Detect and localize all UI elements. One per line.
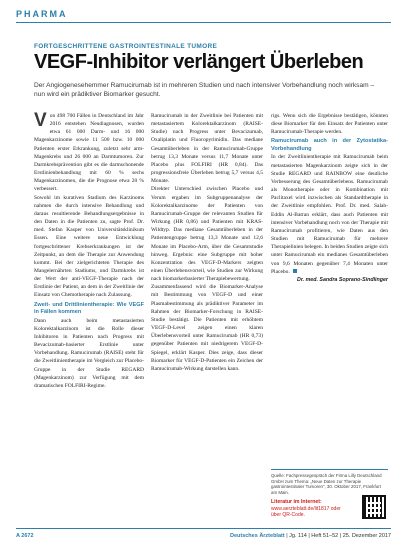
paragraph-text: on 498 700 Fällen in Deutschland im Jahr 2016 entstehen Neudiagnosen, wurden etwa 61 000 Darm- und 16 000 Magenkarzinome sowie 11 500 bzw. 10 000 Patienten erster Erkrankung, zuletzt sehr arm-Magenkrebs und 26 000 an Darmtumoren. Zur Darmkrebsprävention gibt es die darmschonende Erstlinienbehandlung mit 60 % sechs Magenkarzinomen, die die Prognose etwa 20 % verbessert.: [34, 113, 144, 193]
paragraph: Dann auch beim metastasierten Kolorektalkarzinom ist die Rolle dieser Inhibitoren in Patienten nach Progress mit Bevacizumab-basierter Erstlinie unter Vorbehandlung. Ramucirumab (RAISE) steht für die Zweitlinientherapie im Vergleich zur Placebo-Gruppe in der Studie REGARD (Magenkarzinom) zur Verfügung mit dem dramatischen FOLFIRI-Regime.: [34, 317, 144, 389]
paragraph: [34, 112, 144, 194]
subheading: Zweit- und Drittlinientherapie: Wie VEGF in Fällen kommen: [34, 301, 144, 316]
journal-info: [230, 533, 391, 539]
paragraph: Sowohl im kurativen Stadium des Karzinoms nahmen die durch intensive Behandlung und daraus resultierende Behandlungsergebnisse in den Daten in die Patienten zu, sagte Prof. Dr. med. Stefan Kasper von Universitätsklinikum Essen. Eine weitere neue Entwicklung fortgeschrittener Krebserkrankungen ist der Zeitpunkt, an dem die Therapie zur Anwendung kommt. Bei der zielgerichteten Therapie des Mangelernährten Stadiums, und Darmkrebs ist der Wert der anti-VEGF-Therapie nach der Erstlinie der Patient, an dem in der Zweitlinie der Einsatz von Chemotherapie nach Zulassung.: [34, 194, 144, 299]
journal-name: Deutsches Ärzteblatt: [229, 533, 285, 539]
literature-link[interactable]: www.aerzteblatt.de/lit1817 oder über QR-Code.: [271, 505, 341, 518]
article-headline: VEGF-Inhibitor verlängert Überleben: [34, 51, 364, 73]
page-number: A 2672: [16, 533, 34, 539]
drop-cap: V: [34, 110, 47, 131]
rubric-label: PHARMA: [16, 9, 68, 19]
literature-label: Literatur im Internet:: [271, 499, 322, 506]
paragraph-text: In der Zweitlinientherapie mit Ramucirumab beim metastasierten Magenkarzinom zeigte sich in der Studie REGARD und RAINBOW eine deutliche Verbesserung des Gesamtüberlebens. Ramucirumab als Monotherapie oder in Kombination mit Paclitaxel wird inzwischen als Standardtherapie in der Zweitlinie empfohlen. Prof. Dr. med. Salah-Eddin Al-Batran erklärt, dass auch Patienten mit intensiver Vorbehandlung noch von der Therapie mit Ramucirumab profitieren, wie Daten aus den Studien mit Ramucirumab für mehrere Therapielinien belegen. In beiden Studien zeigte sich unter Ramucirumab ein medianes Gesamtüberleben von 9,6 Monaten gegenüber 7,4 Monaten unter Placebo.: [271, 154, 388, 275]
footer-rule: [16, 528, 391, 529]
text-column-3: [271, 112, 388, 284]
top-rule: [16, 22, 391, 23]
paragraph: rigs. Wenn sich die Ergebnisse bestätigen, könnten diese Biomarker für den Einsatz der Patienten unter Ramucirumab-Therapie werden.: [271, 113, 388, 136]
source-note: Quelle: Fachpressegespräch der Firma Lilly Deutschland GmbH zum Thema: „Neue Daten zur Therapie gastrointestinaler Tumoren“, 30. Oktober 2017, Frankfurt am Main.: [271, 473, 382, 495]
info-box: [271, 469, 388, 521]
qr-code-icon[interactable]: [362, 495, 386, 519]
paragraph: Zusammenfassend wird die Biomarker-Analyse mit Bestimmung von VEGF-D und einer Plasmabestimmung als prädiktiver Parameter im Rahmen der Biomarker-Forschung in RAISE-Studie bestätigt. Die Patienten mit erhöhtem VEGF-D-Level zeigen einen klaren Überlebensvorteil unter Ramucirumab (HR 0,73) gegenüber Patienten mit niedrigerem VEGF-D-Spiegel, erklärt Kasper. Dies zeige, dass dieser Biomarker für VEGF-D-Patienten ein Zeichen der Ramucirumab-Wirkung darstellen kann.: [151, 284, 263, 372]
text-column-1: [34, 112, 144, 390]
paragraph: [271, 153, 388, 275]
subheading: Ramucirumab auch in der Zytostatika-Vorbehandlung: [271, 138, 388, 152]
end-mark-icon: [293, 269, 297, 273]
text-column-2: [151, 112, 263, 373]
journal-issue: | Jg. 114 | Heft 51–52 | 25. Dezember 2017: [286, 533, 391, 539]
paragraph: Ramucirumab in der Zweitlinie bei Patienten mit metastasiertem Kolorektalkarzinom (RAISE-Studie) nach Progress unter Bevacizumab, Oxaliplatin und Fluoropyrimidin. Das mediane Gesamtüberleben in der Ramucirumab-Gruppe betrug 13,3 Monate versus 11,7 Monate unter Placebo plus FOLFIRI (HR 0,84). Das progressionsfreie Überleben betrug 5,7 versus 4,5 Monate.: [151, 113, 263, 185]
article-kicker: FORTGESCHRITTENE GASTROINTESTINALE TUMORE: [34, 43, 218, 50]
paragraph: Direkter Unterschied zwischen Placebo und Verum ergaben im Subgruppenanalyse der Kolorektalkarzinome der Patienten von Ramucirumab-Gruppe der relevanten Studien für Wirkung (HR 0,86) und Patienten mit KRAS-Wildtyp. Das mediane Gesamtüberleben in der Patientengruppe betrug 13,3 Monate und 12,6 Monate im Placebo-Arm, über die Gesamtstudie hinweg. Ergebnis: eine Subgruppe mit hoher Konzentration des VEGF-D-Markers zeigten einen Überlebensvorteil, wie Studien zur Wirkung nach biomarkerbasierter Therapiebewertung.: [151, 186, 263, 283]
author-byline: Dr. med. Sandra Soprano-Sindlinger: [297, 276, 388, 283]
article-lead: Der Angiogenesehemmer Ramucirumab ist in mehreren Studien und nach intensiver Vorbehandlung noch wirksam – nun wird ein prädiktiver Biomarker gesucht.: [34, 82, 375, 98]
